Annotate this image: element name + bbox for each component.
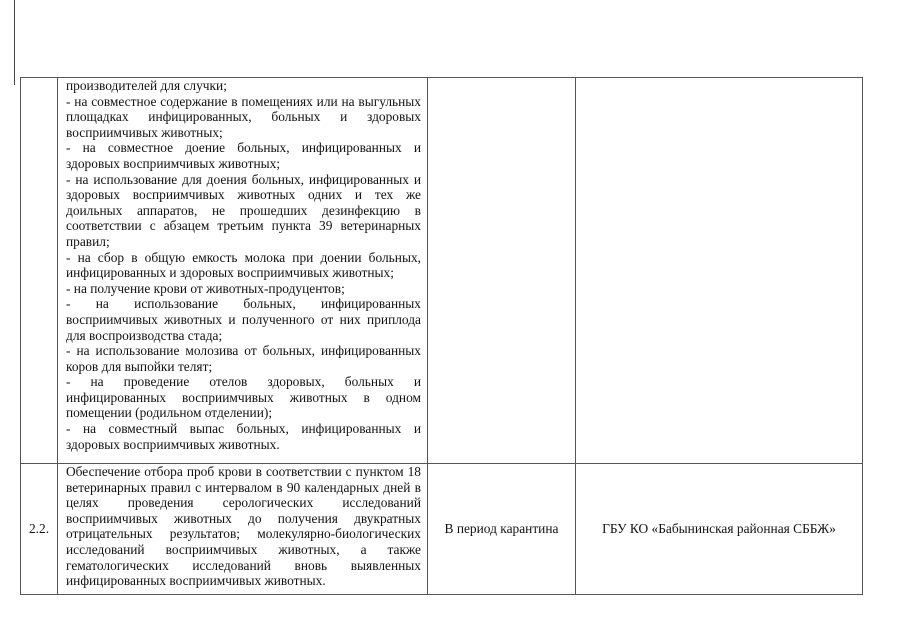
list-item: - на сбор в общую емкость молока при доении больных, инфицированных и здоровых восприимчивых животных; [66, 249, 421, 281]
responsible-cell: ГБУ КО «Бабынинская районная СББЖ» [576, 464, 863, 595]
list-item: производителей для случки; [66, 78, 227, 93]
measures-table [20, 77, 863, 595]
row-number-cell: 2.2. [21, 464, 58, 595]
table-row [21, 464, 863, 595]
page-edge-line [14, 0, 15, 85]
list-item: - на использование молозива от больных, инфицированных коров для выпойки телят; [66, 343, 421, 374]
list-item: - на совместное доение больных, инфицированных и здоровых восприимчивых животных; [66, 140, 421, 171]
row-number-cell [21, 78, 58, 464]
responsible-cell [576, 78, 863, 464]
list-item: - на совместный выпас больных, инфицированных и здоровых восприимчивых животных. [66, 421, 421, 452]
term-cell: В период карантина [428, 464, 576, 595]
term-cell [428, 78, 576, 464]
list-item: - на совместное содержание в помещениях или на выгульных площадках инфицированных, больных и здоровых восприимчивых животных; [66, 93, 421, 140]
table-row [21, 78, 863, 464]
description-cell [58, 78, 428, 464]
list-item: - на проведение отелов здоровых, больных и инфицированных восприимчивых животных в одном помещении (родильном отделении); [66, 374, 421, 421]
list-item: - на получение крови от животных-продуцентов; [66, 280, 345, 296]
list-item: - на использование для доения больных, инфицированных и здоровых восприимчивых животных одних и тех же доильных аппаратов, не прошедших дезинфекцию в соответствии с абзацем третьим пункта 39 ветеринарных правил; [66, 171, 421, 249]
list-item: - на использование больных, инфицированных восприимчивых животных и полученного от них приплода для воспроизводства стада; [66, 296, 421, 343]
description-cell: Обеспечение отбора проб крови в соответствии с пунктом 18 ветеринарных правил с интервалом в 90 календарных дней в целях проведения серологических исследований восприимчивых животных до получения двукратных отрицательных результатов; молекулярно-биологических исследований восприимчивых животных, а также гематологических исследований вновь выявленных инфицированных восприимчивых животных. [58, 464, 428, 595]
